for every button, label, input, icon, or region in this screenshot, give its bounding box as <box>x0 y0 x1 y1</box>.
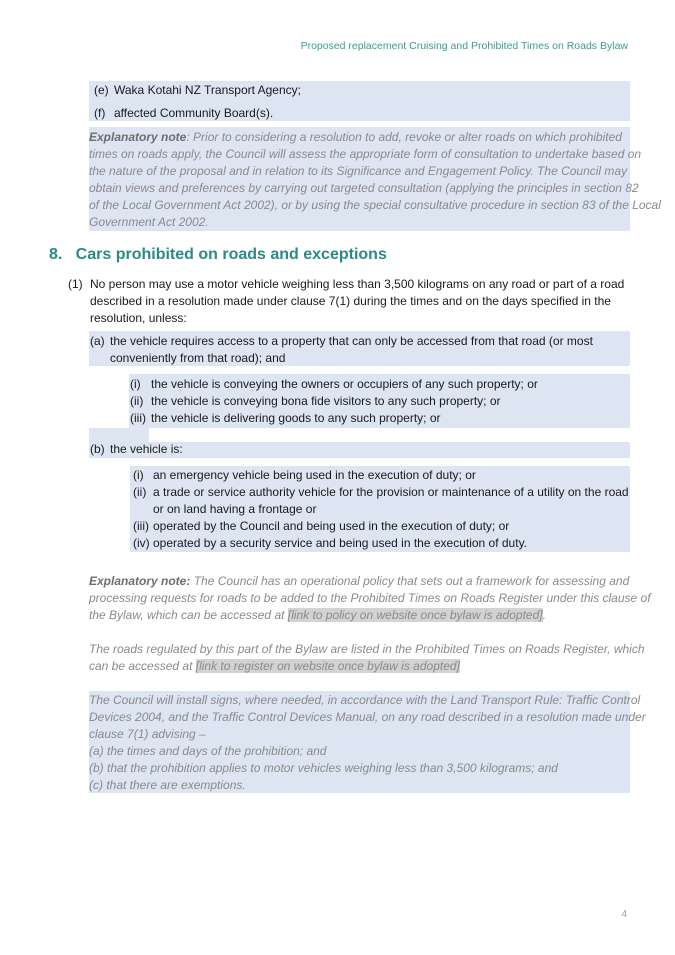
subitem-b-ii <box>133 484 629 501</box>
policy-link-placeholder[interactable]: [link to policy on website once bylaw is adopted] <box>287 608 543 622</box>
list-item-f <box>94 105 273 122</box>
clause-line: described in a resolution made under clause 7(1) during the times and on the days specified in the <box>90 294 611 308</box>
note-line: The Council will install signs, where needed, in accordance with the Land Transport Rule: Traffic Control <box>89 693 641 707</box>
list-item-e <box>94 82 301 99</box>
note-line: Devices 2004, and the Traffic Control Devices Manual, on any road described in a resolution made under <box>89 710 646 724</box>
signs-note <box>89 692 646 794</box>
subitem-b-ii-cont: or on land having a frontage or <box>153 502 317 516</box>
subitem-a-i <box>130 376 538 393</box>
subitem-text: the vehicle is conveying bona fide visitors to any such property; or <box>151 394 501 408</box>
note-line: . <box>542 608 546 622</box>
clause-line: resolution, unless: <box>90 311 187 325</box>
subitem-text: a trade or service authority vehicle for the provision or maintenance of a utility on the road <box>153 485 629 499</box>
clause-line: No person may use a motor vehicle weighing less than 3,500 kilograms on any road or part of a road <box>90 277 625 291</box>
subitem-text: an emergency vehicle being used in the execution of duty; or <box>153 468 476 482</box>
note-line: the Bylaw, which can be accessed at <box>89 608 288 622</box>
subitem-marker: (iii) <box>133 519 149 533</box>
explanatory-note-1 <box>89 129 661 231</box>
subitem-a-iii <box>130 410 441 427</box>
note-line: times on roads apply, the Council will assess the appropriate form of consultation to undertake based on <box>89 147 642 161</box>
subitem-a-ii <box>130 393 501 410</box>
subitem-marker: (ii) <box>133 485 147 499</box>
item-a-marker: (a) <box>90 334 105 348</box>
note-line: can be accessed at <box>89 659 196 673</box>
explanatory-note-2 <box>89 573 651 624</box>
item-line: the vehicle requires access to a property that can only be accessed from that road (or most <box>110 334 593 348</box>
note-line: Government Act 2002. <box>89 215 209 229</box>
register-link-placeholder[interactable]: [link to register on website once bylaw is adopted] <box>195 659 460 673</box>
note-line: the nature of the proposal and in relation to its Significance and Engagement Policy. The Council may <box>89 164 628 178</box>
subitem-marker: (ii) <box>130 394 144 408</box>
subitem-text: operated by the Council and being used in the execution of duty; or <box>153 519 510 533</box>
clause-marker: (1) <box>68 277 83 291</box>
register-note <box>89 641 645 675</box>
note-label: Explanatory note <box>89 130 187 144</box>
item-b <box>90 441 183 458</box>
subitem-marker: (iv) <box>133 536 150 550</box>
subitem-b-i <box>133 467 476 484</box>
subitem-marker: (i) <box>133 468 144 482</box>
list-marker: (f) <box>94 106 106 120</box>
note-line: The Council has an operational policy that sets out a framework for assessing and <box>190 574 630 588</box>
note-line: (b) that the prohibition applies to motor vehicles weighing less than 3,500 kilograms; and <box>89 761 558 775</box>
item-b-text: the vehicle is: <box>110 442 183 456</box>
subitem-text: the vehicle is conveying the owners or occupiers of any such property; or <box>151 377 538 391</box>
list-text: Waka Kotahi NZ Transport Agency; <box>114 83 301 97</box>
subitem-marker: (i) <box>130 377 141 391</box>
subitem-b-iv <box>133 535 527 552</box>
subitem-marker: (iii) <box>130 411 146 425</box>
page-number: 4 <box>621 909 627 920</box>
note-line: : Prior to considering a resolution to add, revoke or alter roads on which prohibited <box>186 130 622 144</box>
item-b-marker: (b) <box>90 442 105 456</box>
note-line: clause 7(1) advising – <box>89 727 206 741</box>
note-line: obtain views and preferences by carrying out targeted consultation (applying the principles in section 82 <box>89 181 639 195</box>
clause-1-text <box>90 276 624 327</box>
running-header: Proposed replacement Cruising and Prohibited Times on Roads Bylaw <box>300 40 628 52</box>
note-line: (a) the times and days of the prohibition; and <box>89 744 327 758</box>
item-a-text <box>110 333 593 367</box>
subitem-b-iii <box>133 518 509 535</box>
list-marker: (e) <box>94 83 109 97</box>
section-heading: 8. Cars prohibited on roads and exceptions <box>49 246 387 263</box>
subitem-text: the vehicle is delivering goods to any such property; or <box>151 411 441 425</box>
subitem-text: operated by a security service and being used in the execution of duty. <box>153 536 528 550</box>
note-line: of the Local Government Act 2002), or by using the special consultative procedure in section 83 of the Local <box>89 198 661 212</box>
note-line: (c) that there are exemptions. <box>89 778 246 792</box>
note-line: processing requests for roads to be added to the Prohibited Times on Roads Register under this clause of <box>89 591 651 605</box>
a-subitems-gap-highlight <box>89 428 149 442</box>
note-label: Explanatory note: <box>89 574 191 588</box>
item-line: conveniently from that road); and <box>110 351 286 365</box>
note-line: The roads regulated by this part of the Bylaw are listed in the Prohibited Times on Roads Register, which <box>89 642 645 656</box>
list-text: affected Community Board(s). <box>114 106 274 120</box>
